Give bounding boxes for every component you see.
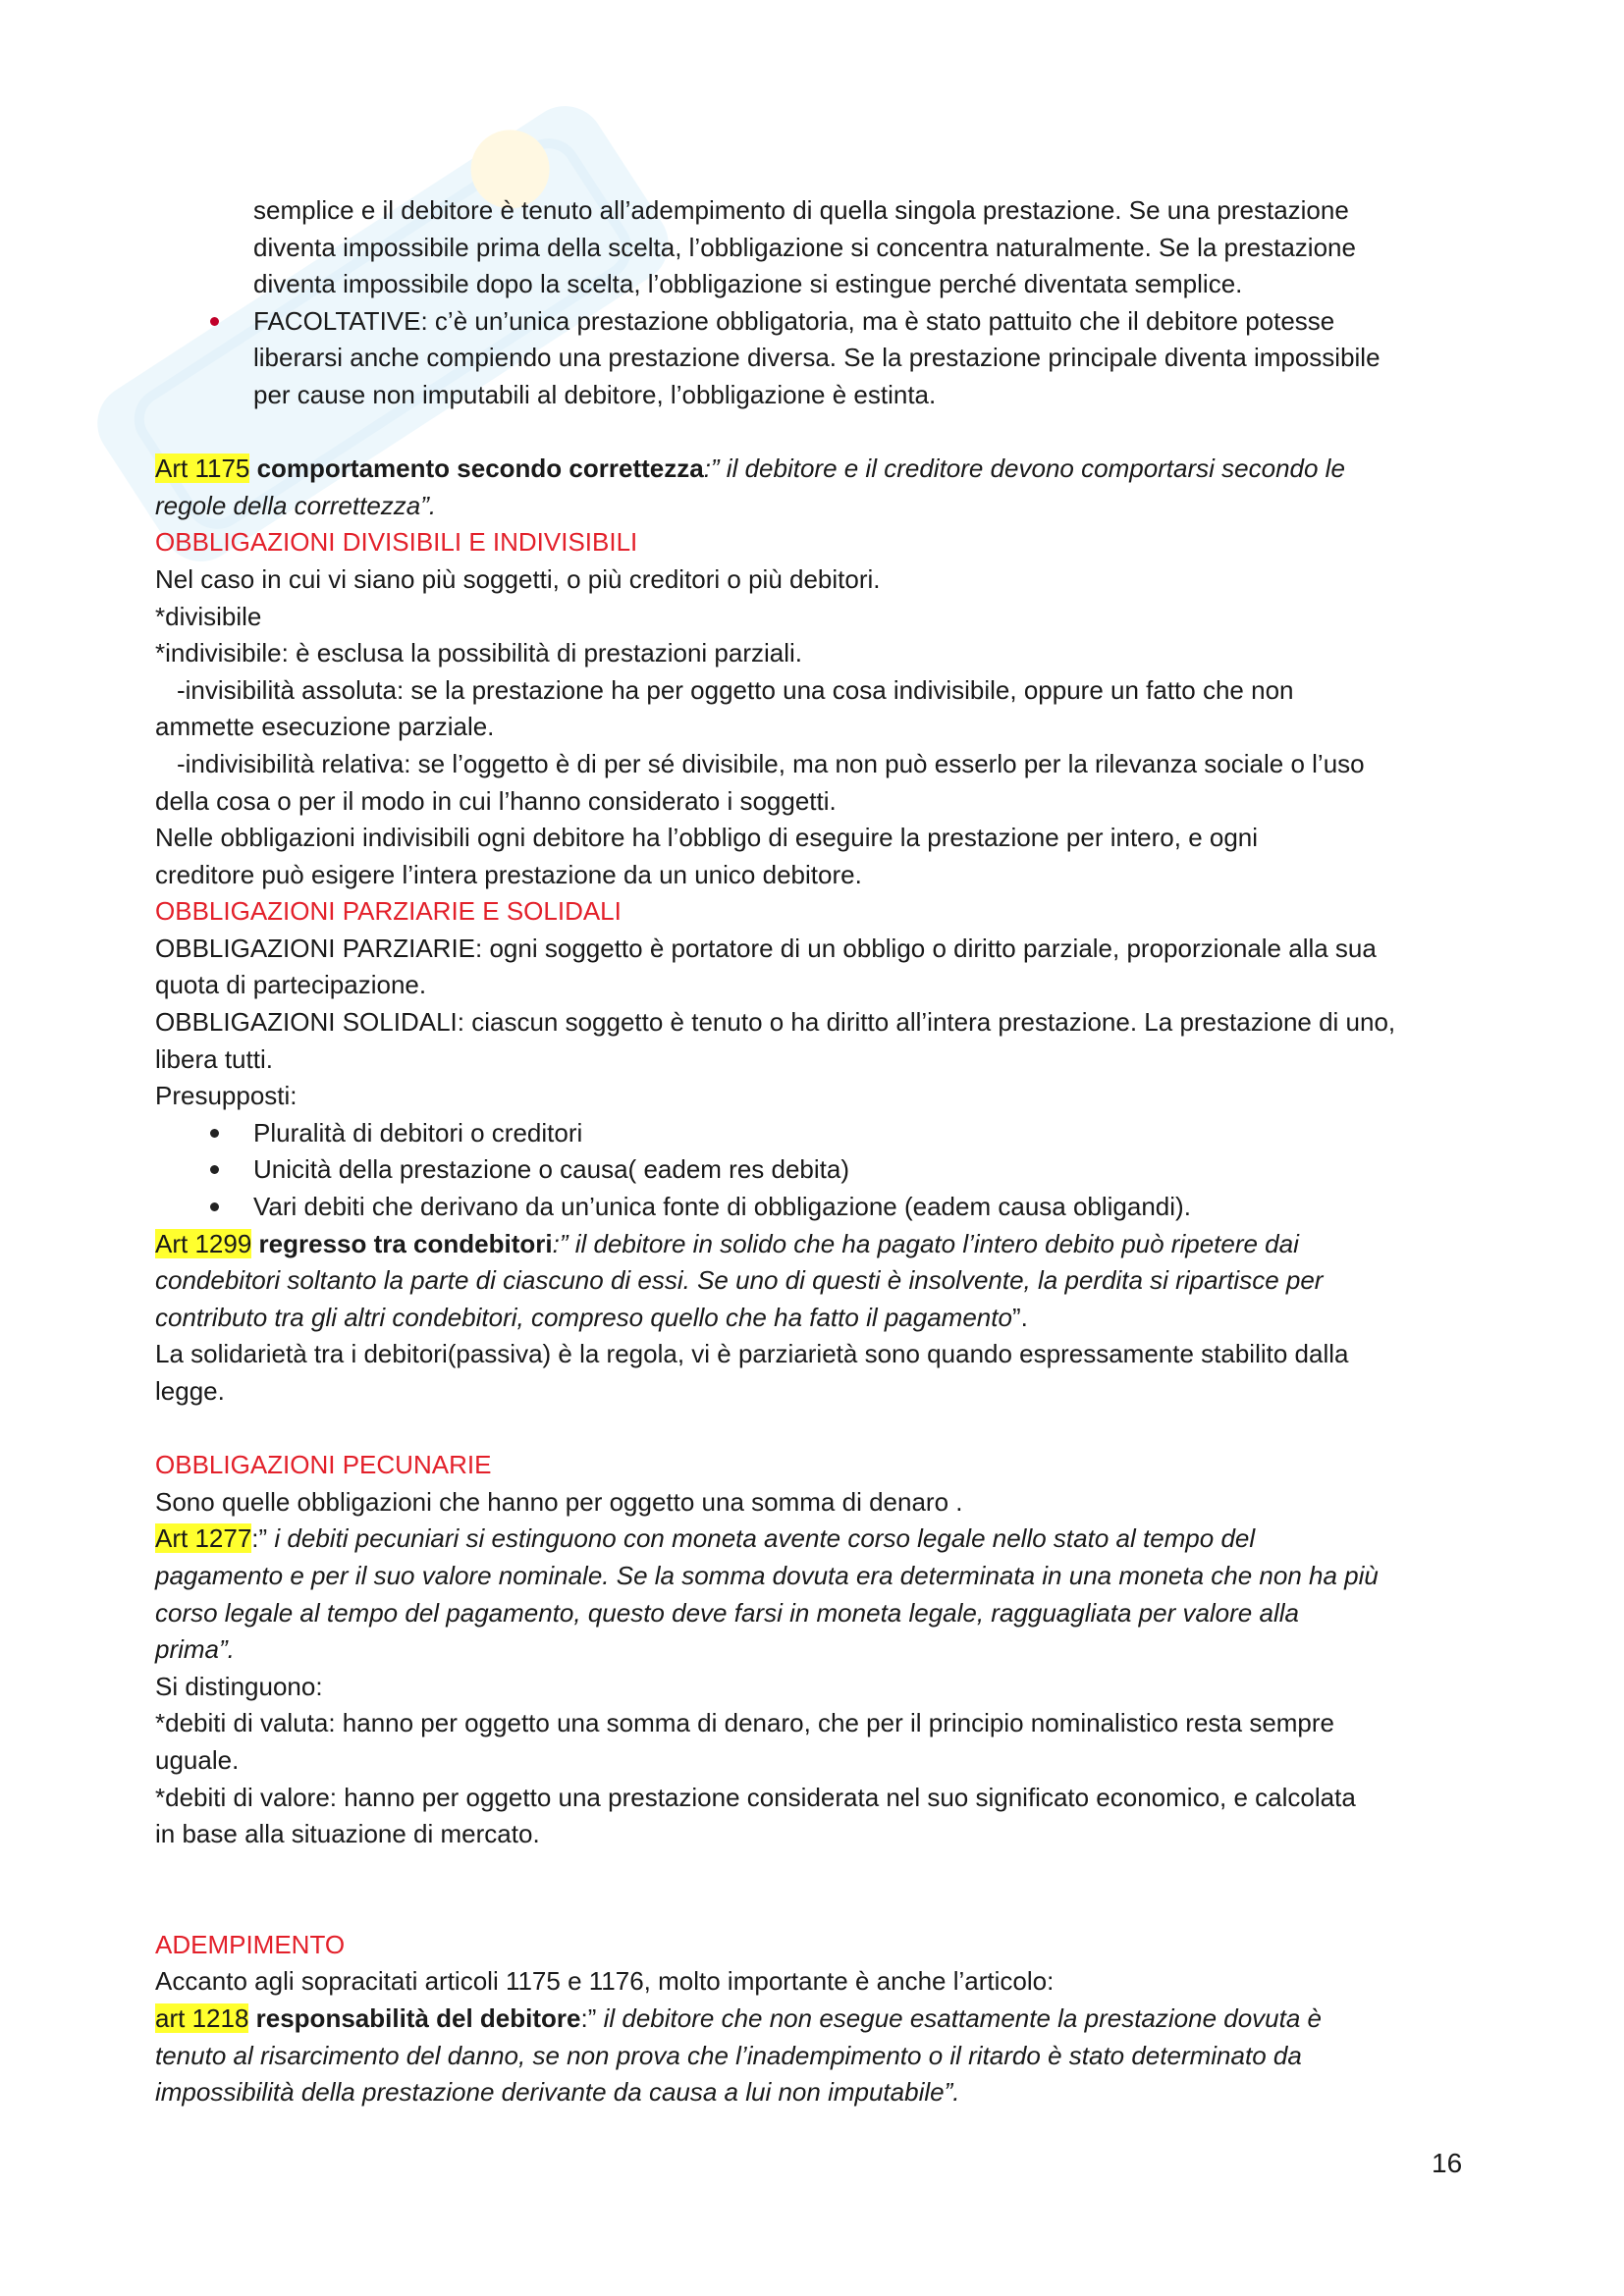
punctuation: :”: [580, 2002, 597, 2033]
art1218-paragraph: [155, 2001, 1490, 2111]
text-line: uguale.: [155, 1744, 240, 1775]
paragraph: *divisibile: [155, 601, 262, 631]
text-line: creditore può esigere l’intera prestazione da un unico debitore.: [155, 859, 862, 889]
document-page: [155, 192, 1490, 2111]
paragraph: [155, 746, 1490, 820]
article-quote: il debitore che non esegue esattamente la prestazione dovuta è: [596, 2002, 1323, 2033]
article-ref: Art 1277: [155, 1523, 252, 1554]
facoltative-item: [155, 303, 1490, 414]
continuation-line: diventa impossibile dopo la scelta, l’obbligazione si estingue perché diventata semplice.: [253, 269, 1243, 299]
list-item: Unicità della prestazione o causa( eadem res debita): [155, 1151, 1490, 1189]
presupposti-list: [155, 1115, 1490, 1226]
article-quote: prima”.: [155, 1634, 235, 1665]
article-quote: contributo tra gli altri condebitori, compreso quello che ha fatto il pagamento: [155, 1302, 1012, 1332]
article-ref: Art 1299: [155, 1228, 252, 1258]
art1175-paragraph: [155, 451, 1490, 524]
section-heading: OBBLIGAZIONI PARZIARIE E SOLIDALI: [155, 896, 622, 927]
list-item: Pluralità di debitori o creditori: [155, 1115, 1490, 1152]
text-line: Nelle obbligazioni indivisibili ogni debitore ha l’obbligo di eseguire la prestazione per intero, e ogni: [155, 823, 1259, 853]
paragraph: Sono quelle obbligazioni che hanno per oggetto una somma di denaro .: [155, 1486, 963, 1517]
continuation-line: diventa impossibile prima della scelta, l’obbligazione si concentra naturalmente. Se la prestazione: [253, 232, 1356, 262]
text-line: quota di partecipazione.: [155, 970, 427, 1000]
paragraph: *indivisibile: è esclusa la possibilità di prestazioni parziali.: [155, 638, 802, 668]
paragraph: [155, 931, 1490, 1004]
article-quote: corso legale al tempo del pagamento, questo deve farsi in moneta legale, ragguagliata per valore alla: [155, 1597, 1299, 1628]
facoltative-line: liberarsi anche compiendo una prestazione diversa. Se la prestazione principale diventa impossibile: [253, 343, 1380, 373]
quote-end: ”.: [1011, 1302, 1028, 1332]
punctuation: :”: [251, 1523, 268, 1554]
article-quote: i debiti pecuniari si estinguono con moneta avente corso legale nello stato al tempo del: [267, 1523, 1256, 1554]
text-line: in base alla situazione di mercato.: [155, 1819, 540, 1849]
paragraph: [155, 1705, 1490, 1779]
article-title: regresso tra condebitori: [258, 1228, 553, 1258]
text-line: ammette esecuzione parziale.: [155, 712, 495, 742]
art1299-paragraph: [155, 1226, 1490, 1337]
section-heading: ADEMPIMENTO: [155, 1929, 346, 1959]
article-ref: art 1218: [155, 2002, 249, 2033]
article-quote: impossibilità della prestazione derivante da causa a lui non imputabile”.: [155, 2077, 960, 2108]
paragraph: Nel caso in cui vi siano più soggetti, o più creditori o più debitori.: [155, 563, 881, 594]
facoltative-line: per cause non imputabili al debitore, l’obbligazione è estinta.: [253, 379, 937, 409]
text-line: libera tutti.: [155, 1043, 273, 1074]
continuation-line: semplice e il debitore è tenuto all’adempimento di quella singola prestazione. Se una prestazione: [253, 195, 1349, 225]
paragraph: Si distinguono:: [155, 1671, 323, 1701]
article-title: responsabilità del debitore: [255, 2002, 581, 2033]
paragraph: [155, 1336, 1490, 1410]
facoltative-line: FACOLTATIVE: c’è un’unica prestazione obbligatoria, ma è stato pattuito che il debitore potesse: [253, 305, 1335, 336]
paragraph: Presupposti:: [155, 1081, 298, 1111]
text-line: *debiti di valore: hanno per oggetto una prestazione considerata nel suo significato economico, e calcolata: [155, 1782, 1356, 1812]
text-line: -invisibilità assoluta: se la prestazione ha per oggetto una cosa indivisibile, oppure un fatto che non: [177, 674, 1294, 705]
article-quote: :” il debitore in solido che ha pagato l’intero debito può ripetere dai: [552, 1228, 1299, 1258]
article-quote: condebitori soltanto la parte di ciascuno di essi. Se uno di questi è insolvente, la perdita si ripartisce per: [155, 1265, 1324, 1296]
section-heading: OBBLIGAZIONI DIVISIBILI E INDIVISIBILI: [155, 527, 638, 558]
paragraph: [155, 1004, 1490, 1078]
article-quote: regole della correttezza”.: [155, 490, 437, 520]
text-line: OBBLIGAZIONI PARZIARIE: ogni soggetto è portatore di un obbligo o diritto parziale, proporzionale alla sua: [155, 933, 1377, 963]
page-number: 16: [1432, 2148, 1463, 2178]
art1277-paragraph: [155, 1521, 1490, 1668]
text-line: -indivisibilità relativa: se l’oggetto è di per sé divisibile, ma non può esserlo per la rilevanza sociale o l’uso: [177, 748, 1365, 778]
paragraph: Accanto agli sopracitati articoli 1175 e 1176, molto importante è anche l’articolo:: [155, 1966, 1055, 1997]
list-item: Vari debiti che derivano da un’unica fonte di obbligazione (eadem causa obligandi).: [155, 1189, 1490, 1226]
article-title: comportamento secondo correttezza: [256, 454, 704, 484]
paragraph: [155, 820, 1490, 893]
article-quote: pagamento e per il suo valore nominale. Se la somma dovuta era determinata in una moneta che non ha più: [155, 1560, 1379, 1590]
text-line: della cosa o per il modo in cui l’hanno considerato i soggetti.: [155, 785, 837, 816]
text-line: legge.: [155, 1376, 225, 1406]
article-ref: Art 1175: [155, 454, 250, 484]
article-quote: :” il debitore e il creditore devono comportarsi secondo le: [703, 454, 1345, 484]
paragraph: [155, 1780, 1490, 1853]
paragraph: [155, 672, 1490, 746]
article-quote: tenuto al risarcimento del danno, se non prova che l’inadempimento o il ritardo è stato determinato da: [155, 2040, 1302, 2070]
text-line: OBBLIGAZIONI SOLIDALI: ciascun soggetto è tenuto o ha diritto all’intera prestazione. La prestazione di uno,: [155, 1007, 1396, 1038]
text-line: *debiti di valuta: hanno per oggetto una somma di denaro, che per il principio nominalistico resta sempre: [155, 1708, 1335, 1738]
facoltative-list: [155, 303, 1490, 414]
section-heading: OBBLIGAZIONI PECUNARIE: [155, 1450, 492, 1480]
text-line: La solidarietà tra i debitori(passiva) è la regola, vi è parziarietà sono quando espressamente stabilito dalla: [155, 1339, 1349, 1369]
